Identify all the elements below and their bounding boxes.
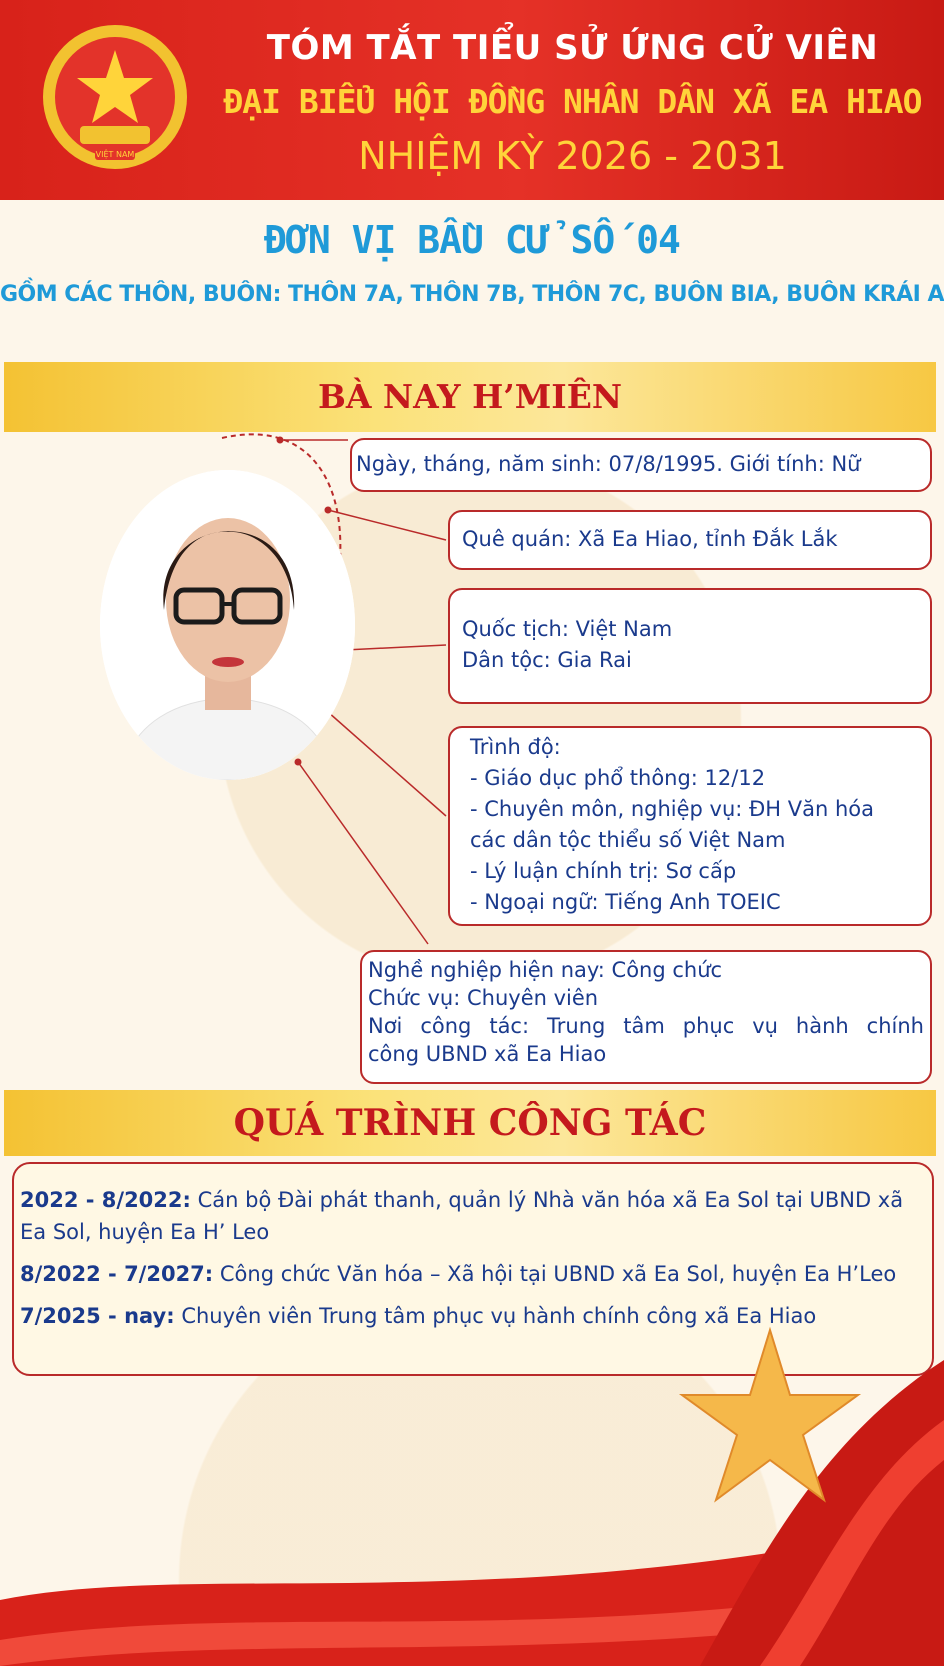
career-period: 2022 - 8/2022:: [20, 1188, 191, 1212]
candidate-name-banner: BÀ NAY H’MIÊN: [4, 362, 936, 432]
hometown-info: Quê quán: Xã Ea Hiao, tỉnh Đắk Lắk: [462, 527, 838, 551]
ethnicity-info: Dân tộc: Gia Rai: [462, 648, 632, 672]
nationality-info: Quốc tịch: Việt Nam: [462, 617, 673, 641]
header-term: NHIỆM KỲ 2026 - 2031: [358, 134, 787, 178]
job-position: Chức vụ: Chuyên viên: [368, 986, 599, 1010]
election-unit-title: ĐƠN VỊ BẦU CỬ SỐ 04: [264, 218, 680, 262]
education-specialty: - Chuyên môn, nghiệp vụ: ĐH Văn hóa: [470, 797, 875, 821]
career-period: 8/2022 - 7/2027:: [20, 1262, 214, 1286]
emblem-text: VIỆT NAM: [95, 150, 135, 159]
education-specialty-cont: các dân tộc thiểu số Việt Nam: [470, 828, 786, 852]
career-text: Công chức Văn hóa – Xã hội tại UBND xã Ea Sol, huyện Ea H’Leo: [213, 1262, 897, 1286]
education-politics: - Lý luận chính trị: Sơ cấp: [470, 859, 737, 883]
header-subtitle: ĐẠI BIỂU HỘI ĐỒNG NHÂN DÂN XÃ EA HIAO: [223, 82, 922, 121]
career-period: 7/2025 - nay:: [20, 1304, 175, 1328]
career-text: Chuyên viên Trung tâm phục vụ hành chính công xã Ea Hiao: [174, 1304, 817, 1328]
career-banner: QUÁ TRÌNH CÔNG TÁC: [4, 1090, 936, 1156]
career-text: Cán bộ Đài phát thanh, quản lý Nhà văn hóa xã Ea Sol tại UBND xã Ea Sol, huyện Ea H’ Leo: [20, 1188, 904, 1244]
job-workplace-cont: công UBND xã Ea Hiao: [368, 1042, 607, 1066]
job-workplace: Nơi công tác: Trung tâm phục vụ hành chính: [368, 1014, 924, 1038]
job-occupation: Nghề nghiệp hiện nay: Công chức: [368, 958, 723, 982]
election-unit-description: GỒM CÁC THÔN, BUÔN: THÔN 7A, THÔN 7B, THÔN 7C, BUÔN BIA, BUÔN KRÁI A: [0, 282, 944, 307]
education-heading: Trình độ:: [470, 735, 561, 759]
header-title: TÓM TẮT TIỂU SỬ ỨNG CỬ VIÊN: [266, 28, 879, 68]
birth-info: Ngày, tháng, năm sinh: 07/8/1995. Giới tính: Nữ: [356, 452, 861, 476]
education-general: - Giáo dục phổ thông: 12/12: [470, 766, 766, 790]
education-language: - Ngoại ngữ: Tiếng Anh TOEIC: [470, 890, 781, 914]
